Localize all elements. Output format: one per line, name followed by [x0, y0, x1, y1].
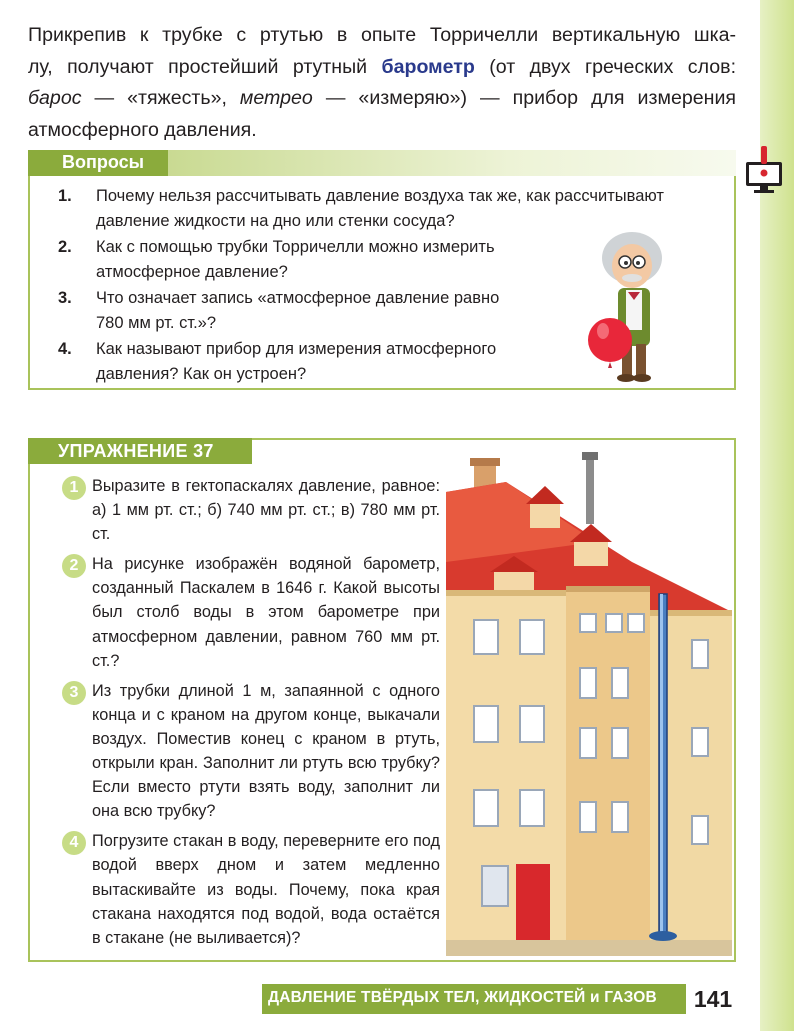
- exercise-text: На рисунке изображён водяной барометр, созданный Паскалем в 1646 г. Какой высоты был столб воды в этом барометре при атмосферном давлении, равном 760 мм рт. ст.?: [92, 555, 440, 670]
- intro-line-3: [28, 83, 736, 115]
- intro-line-3-post: — «измеряю») — прибор для измерения: [312, 87, 737, 109]
- question-number: 2.: [58, 238, 72, 256]
- professor-illustration: [588, 228, 668, 388]
- building-barometer-illustration: [446, 452, 732, 956]
- question-text: Что означает запись «атмосферное давление равно 780 мм рт. ст.»?: [96, 289, 500, 332]
- term-metreo: метрео: [239, 87, 313, 109]
- intro-line-2-pre: лу, получают простейший ртутный: [28, 55, 382, 78]
- intro-line-4: атмосферного давления.: [28, 118, 257, 141]
- exercise-number: 2: [62, 554, 86, 578]
- exercise-text: Из трубки длиной 1 м, запаянной с одного конца и с краном на другом конце, выкачали воздух. Поместив конец с краном в ртуть, открыли кран. Заполнит ли ртуть всю трубку? Если вместо ртути взять воду, заполнит ли она всю трубку?: [92, 681, 440, 821]
- exercise-list: [62, 474, 440, 956]
- exercise-text: Выразите в гектопаскалях давление, равное: а) 1 мм рт. ст.; б) 740 мм рт. ст.; в) 780 мм рт. ст.: [92, 477, 440, 544]
- question-text: Как называют прибор для измерения атмосферного давления? Как он устроен?: [96, 340, 497, 383]
- intro-line-2-post: (от двух греческих слов:: [474, 55, 737, 78]
- intro-paragraph: [28, 20, 736, 146]
- exercise-number: 1: [62, 476, 86, 500]
- chapter-title: ДАВЛЕНИЕ ТВЁРДЫХ ТЕЛ, ЖИДКОСТЕЙ и ГАЗОВ: [268, 989, 657, 1006]
- intro-line-2: [28, 52, 736, 84]
- questions-header-strip: [168, 150, 736, 176]
- exercise-text: Погрузите стакан в воду, переверните его под водой вверх дном и затем медленно вытаскивайте из воды. Почему, пока края стакана находятся под водой, вода остаётся в стакане (не выливается)?: [92, 832, 440, 947]
- question-item: [58, 184, 728, 234]
- questions-title: Вопросы: [28, 150, 168, 176]
- question-text: Почему нельзя рассчитывать давление воздуха так же, как рассчитывают давление жидкости на дно или стенки сосуда?: [96, 187, 664, 230]
- term-baros: барос: [28, 87, 82, 109]
- exercise-item: [62, 552, 440, 672]
- question-text: Как с помощью трубки Торричелли можно измерить атмосферное давление?: [96, 238, 495, 281]
- exercise-number: 4: [62, 831, 86, 855]
- question-number: 3.: [58, 289, 72, 307]
- intro-line-1: Прикрепив к трубке с ртутью в опыте Торричелли вертикальную шка-: [28, 24, 736, 46]
- intro-line-3-mid: — «тяжесть»,: [81, 87, 240, 109]
- page-number: 141: [686, 983, 740, 1015]
- monitor-alert-icon: [744, 146, 784, 194]
- term-barometer: барометр: [381, 55, 475, 78]
- exercise-number: 3: [62, 681, 86, 705]
- exercise-item: [62, 474, 440, 546]
- exercise-item: [62, 679, 440, 824]
- exercise-title: УПРАЖНЕНИЕ 37: [28, 438, 252, 464]
- question-number: 1.: [58, 187, 72, 205]
- exercise-item: [62, 829, 440, 949]
- question-number: 4.: [58, 340, 72, 358]
